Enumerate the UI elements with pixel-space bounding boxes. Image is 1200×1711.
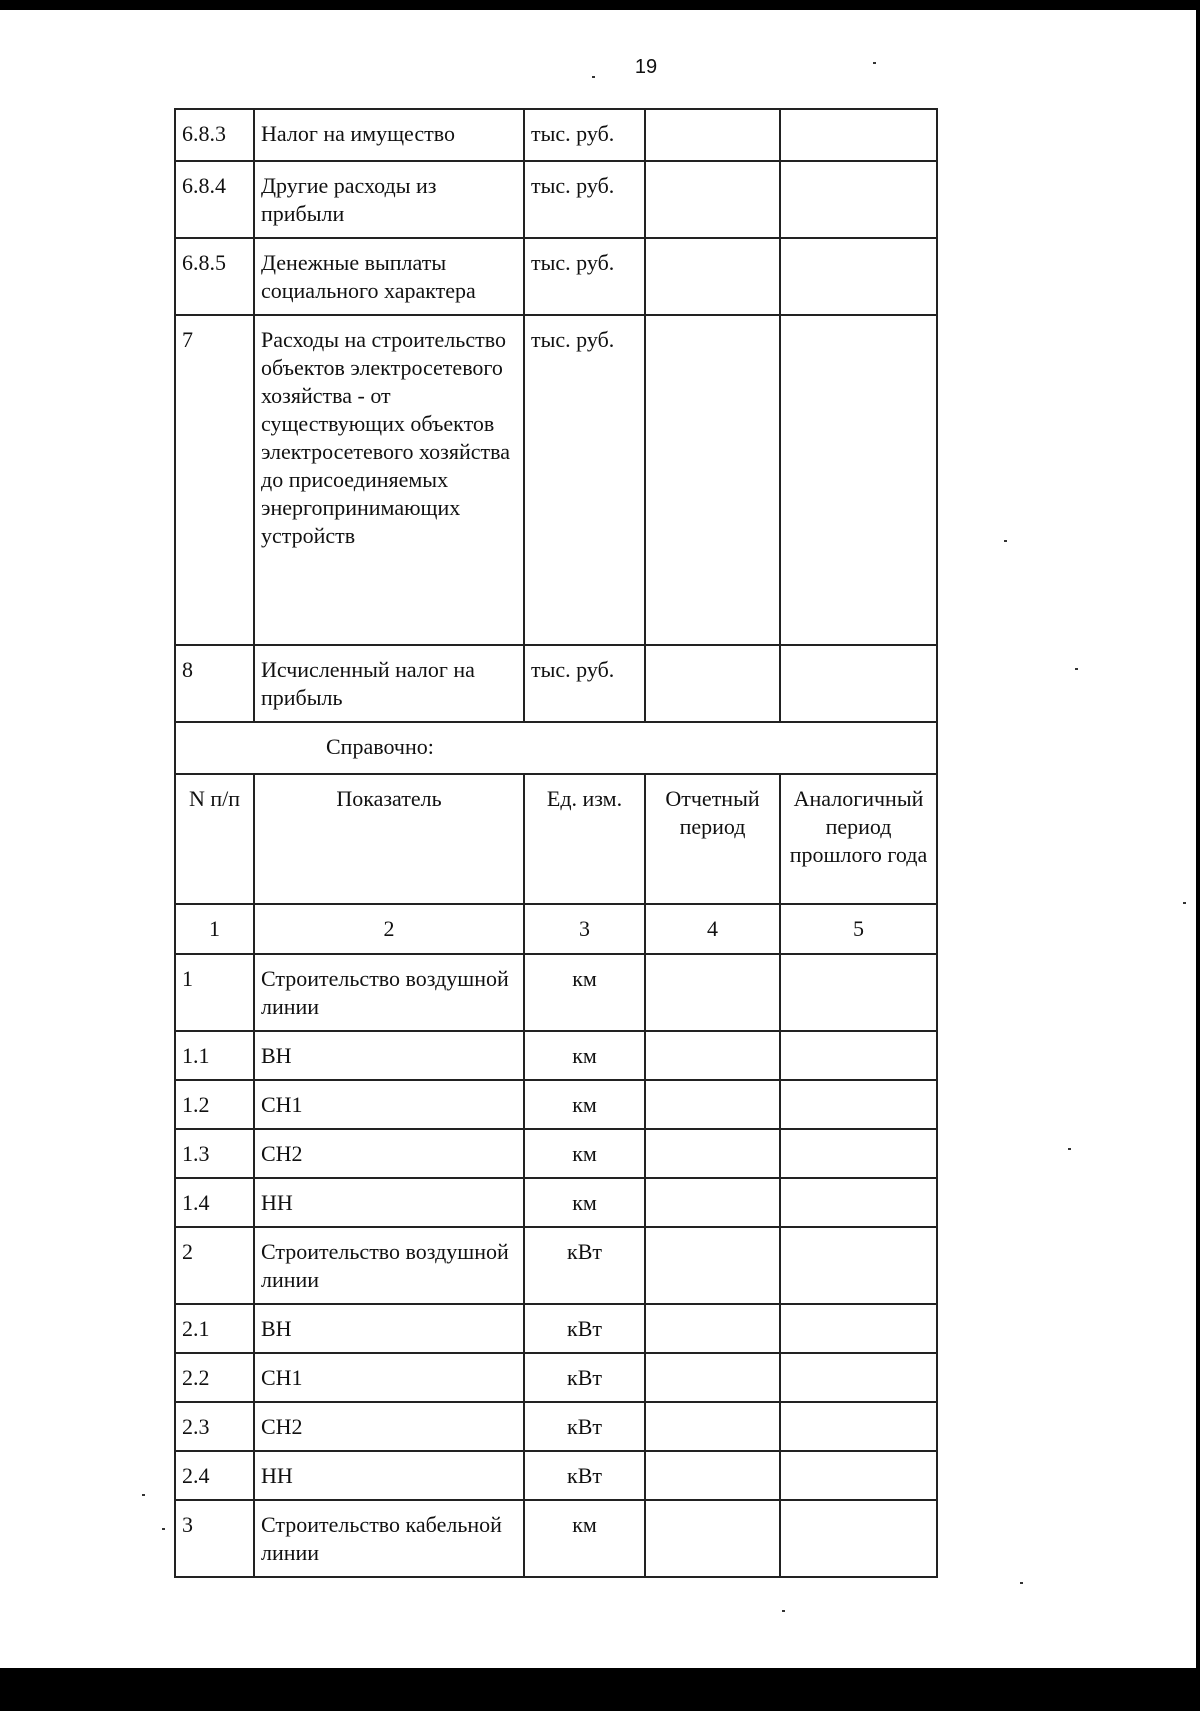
row-previous-value	[780, 1178, 937, 1227]
row-previous-value	[780, 1080, 937, 1129]
row-current-value	[645, 315, 780, 645]
row-unit: кВт	[524, 1451, 645, 1500]
row-indicator: ВН	[254, 1304, 524, 1353]
row-previous-value	[780, 161, 937, 238]
row-unit: кВт	[524, 1402, 645, 1451]
scan-speck	[592, 76, 595, 78]
row-previous-value	[780, 645, 937, 722]
table-row	[175, 1031, 937, 1080]
row-current-value	[645, 1178, 780, 1227]
reference-label: Справочно:	[175, 722, 937, 774]
column-number: 5	[780, 904, 937, 954]
row-number: 8	[175, 645, 254, 722]
row-previous-value	[780, 238, 937, 315]
row-previous-value	[780, 1353, 937, 1402]
row-indicator: Налог на имущество	[254, 109, 524, 161]
header-row	[175, 774, 937, 904]
row-current-value	[645, 1080, 780, 1129]
row-indicator: НН	[254, 1178, 524, 1227]
row-unit: кВт	[524, 1353, 645, 1402]
scan-speck	[782, 1610, 785, 1612]
row-previous-value	[780, 1402, 937, 1451]
row-number: 7	[175, 315, 254, 645]
table-row	[175, 645, 937, 722]
row-unit: тыс. руб.	[524, 109, 645, 161]
row-number: 2.1	[175, 1304, 254, 1353]
table-row	[175, 109, 937, 161]
row-unit: км	[524, 1031, 645, 1080]
row-indicator: СН2	[254, 1129, 524, 1178]
header-indicator: Показатель	[254, 774, 524, 904]
header-number: N п/п	[175, 774, 254, 904]
row-number: 6.8.4	[175, 161, 254, 238]
table-row	[175, 1402, 937, 1451]
table-row	[175, 1451, 937, 1500]
table-row	[175, 1129, 937, 1178]
scan-bottom-border	[0, 1668, 1200, 1711]
row-indicator: Другие расходы из прибыли	[254, 161, 524, 238]
row-number: 3	[175, 1500, 254, 1577]
scan-top-border	[0, 0, 1200, 10]
table-row	[175, 1353, 937, 1402]
column-number: 1	[175, 904, 254, 954]
table-row	[175, 1304, 937, 1353]
row-number: 2.2	[175, 1353, 254, 1402]
table-row	[175, 238, 937, 315]
page-number: 19	[634, 56, 658, 78]
row-unit: тыс. руб.	[524, 238, 645, 315]
row-number: 1.4	[175, 1178, 254, 1227]
row-indicator: Денежные выплаты социального характера	[254, 238, 524, 315]
row-unit: тыс. руб.	[524, 161, 645, 238]
row-previous-value	[780, 1031, 937, 1080]
row-number: 6.8.3	[175, 109, 254, 161]
column-number: 2	[254, 904, 524, 954]
row-current-value	[645, 1227, 780, 1304]
row-number: 2	[175, 1227, 254, 1304]
row-unit: км	[524, 1129, 645, 1178]
row-previous-value	[780, 1304, 937, 1353]
row-indicator: НН	[254, 1451, 524, 1500]
row-previous-value	[780, 1451, 937, 1500]
row-number: 2.4	[175, 1451, 254, 1500]
row-current-value	[645, 1500, 780, 1577]
row-unit: км	[524, 1178, 645, 1227]
row-current-value	[645, 1353, 780, 1402]
row-previous-value	[780, 315, 937, 645]
row-indicator: СН2	[254, 1402, 524, 1451]
scan-speck	[142, 1494, 145, 1496]
scan-speck	[1075, 668, 1078, 670]
table-row	[175, 1500, 937, 1577]
table-row	[175, 1080, 937, 1129]
row-previous-value	[780, 954, 937, 1031]
row-previous-value	[780, 109, 937, 161]
row-unit: тыс. руб.	[524, 645, 645, 722]
row-indicator: СН1	[254, 1080, 524, 1129]
row-number: 1.2	[175, 1080, 254, 1129]
row-previous-value	[780, 1227, 937, 1304]
header-current-period: Отчетный период	[645, 774, 780, 904]
row-unit: км	[524, 1500, 645, 1577]
row-number: 1	[175, 954, 254, 1031]
row-indicator: Исчисленный налог на прибыль	[254, 645, 524, 722]
table-row	[175, 954, 937, 1031]
reference-row	[175, 722, 937, 774]
row-current-value	[645, 1304, 780, 1353]
row-number: 1.1	[175, 1031, 254, 1080]
row-indicator: ВН	[254, 1031, 524, 1080]
row-indicator: СН1	[254, 1353, 524, 1402]
row-indicator: Строительство кабельной линии	[254, 1500, 524, 1577]
scan-right-border	[1196, 0, 1200, 1711]
row-current-value	[645, 1129, 780, 1178]
row-unit: кВт	[524, 1304, 645, 1353]
row-current-value	[645, 645, 780, 722]
scan-speck	[1068, 1148, 1071, 1150]
header-unit: Ед. изм.	[524, 774, 645, 904]
column-number-row	[175, 904, 937, 954]
table-row	[175, 1178, 937, 1227]
row-current-value	[645, 1031, 780, 1080]
scan-speck	[1183, 902, 1186, 904]
report-table	[174, 108, 938, 1578]
row-unit: км	[524, 1080, 645, 1129]
scan-speck	[1020, 1582, 1023, 1584]
row-indicator: Строительство воздушной линии	[254, 954, 524, 1031]
row-unit: тыс. руб.	[524, 315, 645, 645]
table-row	[175, 315, 937, 645]
row-current-value	[645, 954, 780, 1031]
row-current-value	[645, 1451, 780, 1500]
row-current-value	[645, 161, 780, 238]
row-number: 1.3	[175, 1129, 254, 1178]
row-unit: км	[524, 954, 645, 1031]
table-row	[175, 161, 937, 238]
row-current-value	[645, 109, 780, 161]
scan-speck	[1004, 540, 1007, 542]
row-previous-value	[780, 1129, 937, 1178]
column-number: 3	[524, 904, 645, 954]
row-unit: кВт	[524, 1227, 645, 1304]
scan-speck	[873, 62, 876, 64]
table-row	[175, 1227, 937, 1304]
row-indicator: Строительство воздушной линии	[254, 1227, 524, 1304]
scan-speck	[162, 1528, 165, 1530]
row-number: 6.8.5	[175, 238, 254, 315]
row-previous-value	[780, 1500, 937, 1577]
row-current-value	[645, 1402, 780, 1451]
row-indicator: Расходы на строительство объектов электросетевого хозяйства - от существующих объектов электросетевого хозяйства до присоединяемых энергопринимающих устройств	[254, 315, 524, 645]
row-number: 2.3	[175, 1402, 254, 1451]
column-number: 4	[645, 904, 780, 954]
row-current-value	[645, 238, 780, 315]
header-previous-period: Аналогичный период прошлого года	[780, 774, 937, 904]
